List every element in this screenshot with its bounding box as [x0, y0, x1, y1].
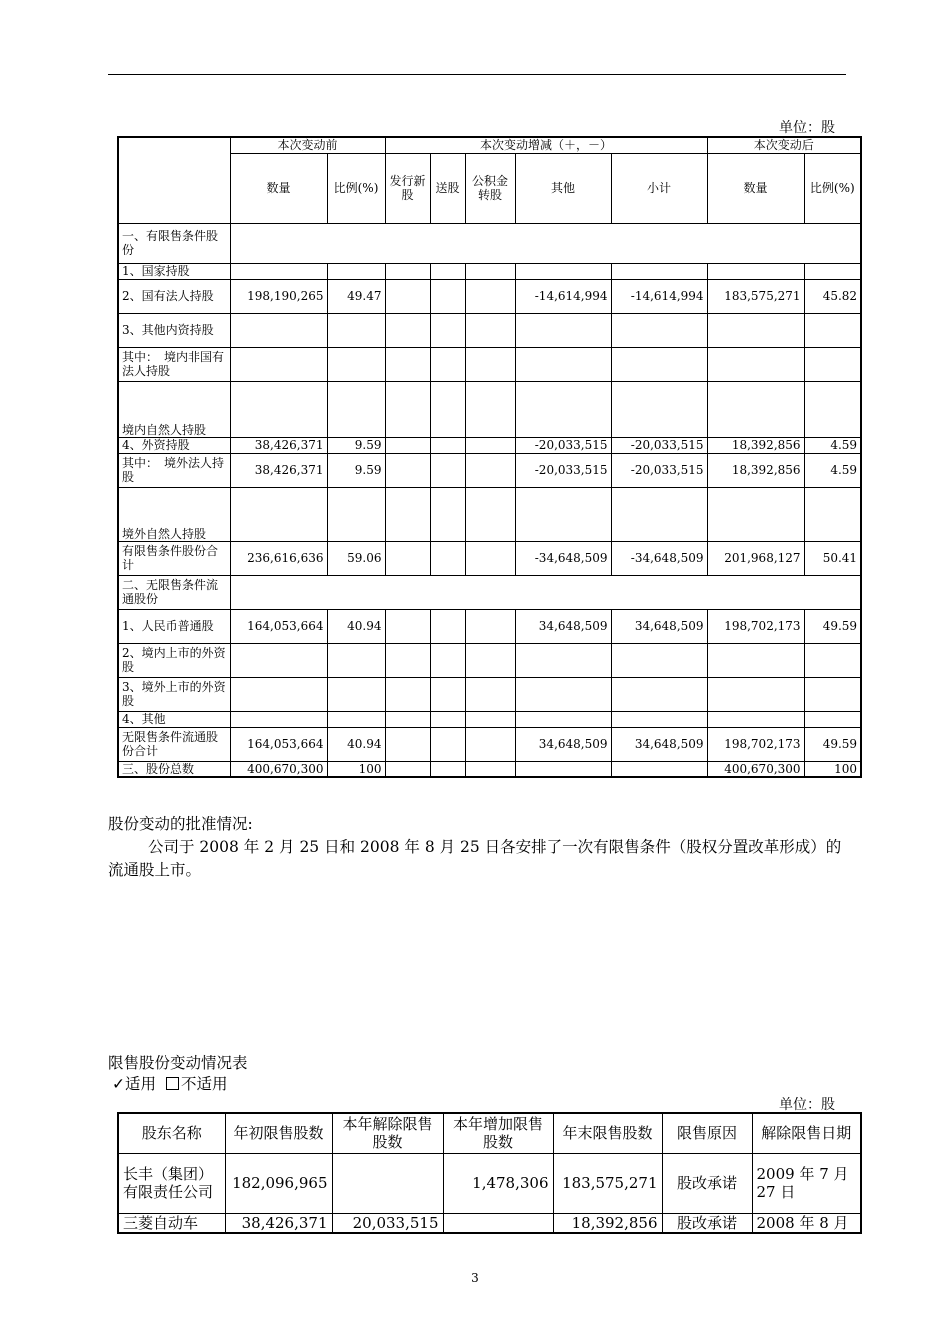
table-cell: 198,702,173	[707, 609, 804, 643]
table-cell	[230, 711, 327, 727]
table-cell: 34,648,509	[611, 609, 707, 643]
share-change-table	[117, 136, 862, 778]
table-cell	[465, 609, 515, 643]
row-label: 境内自然人持股	[118, 381, 230, 437]
table-cell	[385, 643, 430, 677]
table-cell: 1,478,306	[443, 1153, 553, 1213]
row-label: 2、国有法人持股	[118, 279, 230, 313]
table-cell	[465, 677, 515, 711]
table-row	[118, 347, 861, 381]
table-cell	[707, 381, 804, 437]
table-row	[118, 437, 861, 453]
table-row	[118, 279, 861, 313]
table-cell	[804, 677, 861, 711]
table-cell	[611, 643, 707, 677]
table-cell	[430, 437, 465, 453]
table-cell: 49.59	[804, 609, 861, 643]
table-cell	[707, 347, 804, 381]
table-cell	[804, 263, 861, 279]
table-cell	[230, 677, 327, 711]
table-cell	[430, 279, 465, 313]
table-cell	[611, 313, 707, 347]
table-cell	[707, 313, 804, 347]
table-cell	[465, 727, 515, 761]
header-before: 本次变动前	[230, 137, 385, 153]
table-cell	[804, 347, 861, 381]
table-cell	[707, 263, 804, 279]
table-row	[118, 223, 861, 263]
table-cell: 183,575,271	[707, 279, 804, 313]
table-cell	[707, 487, 804, 541]
table-cell: 18,392,856	[553, 1213, 662, 1233]
table-row	[118, 313, 861, 347]
approval-title: 股份变动的批准情况:	[108, 815, 253, 833]
table-cell: 9.59	[327, 437, 385, 453]
header-ratio: 比例(%)	[327, 153, 385, 223]
table-cell: -14,614,994	[515, 279, 611, 313]
table-cell: -14,614,994	[611, 279, 707, 313]
table-cell	[465, 347, 515, 381]
table-cell	[804, 381, 861, 437]
table-cell	[385, 727, 430, 761]
header-other: 其他	[515, 153, 611, 223]
restricted-shares-table	[117, 1112, 862, 1234]
table-cell	[385, 279, 430, 313]
table-cell	[515, 711, 611, 727]
table-cell: -34,648,509	[611, 541, 707, 575]
table-cell	[230, 643, 327, 677]
table-cell: 201,968,127	[707, 541, 804, 575]
table-cell: 股改承诺	[662, 1213, 752, 1233]
table-cell: 2009 年 7 月 27 日	[752, 1153, 861, 1213]
table-cell	[327, 347, 385, 381]
table-cell	[707, 677, 804, 711]
header-after: 本次变动后	[707, 137, 861, 153]
table-cell	[611, 263, 707, 279]
table-cell: 38,426,371	[230, 453, 327, 487]
table-row	[118, 711, 861, 727]
table-cell	[385, 453, 430, 487]
applicable-label: 适用	[125, 1075, 157, 1093]
column-header: 限售原因	[662, 1113, 752, 1153]
table-cell	[230, 487, 327, 541]
table-cell: 4.59	[804, 453, 861, 487]
header-qty: 数量	[230, 153, 327, 223]
header-subtotal: 小计	[611, 153, 707, 223]
column-header: 年末限售股数	[553, 1113, 662, 1153]
table-cell	[515, 677, 611, 711]
table-cell	[515, 761, 611, 777]
unit-label-2: 单位：股	[779, 1097, 835, 1113]
table-cell: 40.94	[327, 609, 385, 643]
not-applicable-label: 不适用	[181, 1075, 228, 1093]
row-label: 1、国家持股	[118, 263, 230, 279]
table-cell	[465, 761, 515, 777]
table-cell: -20,033,515	[611, 453, 707, 487]
header-blank	[118, 137, 230, 223]
table-cell	[515, 381, 611, 437]
approval-text: 公司于 2008 年 2 月 25 日和 2008 年 8 月 25 日各安排了一次有限售条件（股权分置改革形成）的流通股上市。	[108, 838, 842, 879]
table-cell	[385, 761, 430, 777]
header-issue: 发行新股	[385, 153, 430, 223]
table-cell	[327, 381, 385, 437]
table-cell	[611, 711, 707, 727]
table-cell	[430, 347, 465, 381]
table-cell	[611, 761, 707, 777]
table-cell: 34,648,509	[515, 609, 611, 643]
row-label: 其中： 境外法人持股	[118, 453, 230, 487]
table-cell	[611, 487, 707, 541]
header-bonus: 送股	[430, 153, 465, 223]
table-cell: 38,426,371	[230, 437, 327, 453]
table-cell	[430, 609, 465, 643]
table-cell	[465, 453, 515, 487]
table-cell	[707, 711, 804, 727]
table-cell	[385, 677, 430, 711]
table-cell	[465, 711, 515, 727]
table-cell: 182,096,965	[225, 1153, 332, 1213]
column-header: 本年解除限售股数	[332, 1113, 443, 1153]
table-cell	[230, 313, 327, 347]
table-cell	[465, 313, 515, 347]
table-cell: 59.06	[327, 541, 385, 575]
section-blank	[230, 575, 861, 609]
row-label: 二、无限售条件流通股份	[118, 575, 230, 609]
table-cell	[327, 711, 385, 727]
table-cell	[465, 541, 515, 575]
table-cell: 50.41	[804, 541, 861, 575]
table-cell	[332, 1153, 443, 1213]
row-label: 其中： 境内非国有法人持股	[118, 347, 230, 381]
table-cell	[230, 347, 327, 381]
table-cell	[385, 347, 430, 381]
column-header: 股东名称	[118, 1113, 225, 1153]
table-cell: 18,392,856	[707, 453, 804, 487]
row-label: 4、外资持股	[118, 437, 230, 453]
table-cell: 三菱自动车	[118, 1213, 225, 1233]
table-row	[118, 575, 861, 609]
table-cell	[707, 643, 804, 677]
table-cell	[515, 487, 611, 541]
table-cell	[430, 727, 465, 761]
unit-label: 单位：股	[779, 120, 835, 136]
table-cell	[515, 313, 611, 347]
row-label: 境外自然人持股	[118, 487, 230, 541]
row-label: 3、境外上市的外资股	[118, 677, 230, 711]
table-cell	[430, 381, 465, 437]
header-rule	[108, 74, 846, 75]
table-cell: 34,648,509	[515, 727, 611, 761]
table-cell	[430, 313, 465, 347]
table-cell	[385, 263, 430, 279]
table-cell	[804, 487, 861, 541]
table-cell: -20,033,515	[515, 453, 611, 487]
table-cell	[230, 263, 327, 279]
table-cell: 183,575,271	[553, 1153, 662, 1213]
row-label: 有限售条件股份合计	[118, 541, 230, 575]
table-cell: 18,392,856	[707, 437, 804, 453]
table-row	[118, 453, 861, 487]
header-reserve: 公积金转股	[465, 153, 515, 223]
table-row	[118, 727, 861, 761]
table-cell: 股改承诺	[662, 1153, 752, 1213]
header-qty-after: 数量	[707, 153, 804, 223]
table-cell: 100	[327, 761, 385, 777]
table-cell: 45.82	[804, 279, 861, 313]
table-cell	[515, 263, 611, 279]
table-cell: 400,670,300	[230, 761, 327, 777]
table-cell	[385, 541, 430, 575]
table-row	[118, 381, 861, 437]
table-cell: 198,702,173	[707, 727, 804, 761]
restricted-title: 限售股份变动情况表	[108, 1054, 248, 1072]
column-header: 年初限售股数	[225, 1113, 332, 1153]
table-cell	[385, 381, 430, 437]
table-cell	[804, 643, 861, 677]
table-cell	[327, 487, 385, 541]
table-cell	[465, 381, 515, 437]
table-cell	[611, 347, 707, 381]
table-cell	[385, 313, 430, 347]
applicability	[112, 1073, 228, 1096]
table-cell	[443, 1213, 553, 1233]
table-cell	[430, 643, 465, 677]
table-cell	[430, 541, 465, 575]
table-cell: 2008 年 8 月	[752, 1213, 861, 1233]
table-cell: 400,670,300	[707, 761, 804, 777]
table-cell	[430, 453, 465, 487]
table-cell	[804, 711, 861, 727]
table-cell: -20,033,515	[515, 437, 611, 453]
table-cell	[465, 487, 515, 541]
table-cell: 40.94	[327, 727, 385, 761]
table-row	[118, 761, 861, 777]
table-cell	[385, 609, 430, 643]
table-cell	[804, 313, 861, 347]
table-cell	[430, 761, 465, 777]
checkmark-icon: ✓	[112, 1075, 125, 1093]
table-row	[118, 1213, 861, 1233]
table-cell: 49.59	[804, 727, 861, 761]
table-cell	[385, 711, 430, 727]
page-number: 3	[471, 1271, 479, 1285]
section-blank	[230, 223, 861, 263]
table-cell	[327, 643, 385, 677]
table-cell: 长丰（集团）有限责任公司	[118, 1153, 225, 1213]
row-label: 一、有限售条件股份	[118, 223, 230, 263]
table-cell: -20,033,515	[611, 437, 707, 453]
table-cell	[465, 279, 515, 313]
header-change: 本次变动增减（＋，－）	[385, 137, 707, 153]
table-cell: 4.59	[804, 437, 861, 453]
row-label: 2、境内上市的外资股	[118, 643, 230, 677]
column-header: 本年增加限售股数	[443, 1113, 553, 1153]
table-cell: 100	[804, 761, 861, 777]
table-cell	[430, 487, 465, 541]
table-cell	[465, 437, 515, 453]
table-cell	[430, 677, 465, 711]
table-row	[118, 609, 861, 643]
header-ratio-after: 比例(%)	[804, 153, 861, 223]
table-row	[118, 1153, 861, 1213]
table-cell	[465, 263, 515, 279]
table-cell	[327, 677, 385, 711]
row-label: 无限售条件流通股份合计	[118, 727, 230, 761]
table-row	[118, 487, 861, 541]
table-cell: -34,648,509	[515, 541, 611, 575]
table-cell	[230, 381, 327, 437]
table-cell	[385, 437, 430, 453]
table-cell: 49.47	[327, 279, 385, 313]
table-cell	[327, 313, 385, 347]
table-cell: 164,053,664	[230, 727, 327, 761]
table-cell: 38,426,371	[225, 1213, 332, 1233]
table-cell: 20,033,515	[332, 1213, 443, 1233]
table-row	[118, 541, 861, 575]
row-label: 三、股份总数	[118, 761, 230, 777]
table-cell: 164,053,664	[230, 609, 327, 643]
table-cell	[430, 711, 465, 727]
table-row	[118, 643, 861, 677]
table-cell	[465, 643, 515, 677]
table-row	[118, 677, 861, 711]
table-cell	[611, 677, 707, 711]
column-header: 解除限售日期	[752, 1113, 861, 1153]
table-cell: 198,190,265	[230, 279, 327, 313]
table-row	[118, 263, 861, 279]
table-cell	[385, 487, 430, 541]
table-cell: 236,616,636	[230, 541, 327, 575]
row-label: 1、人民币普通股	[118, 609, 230, 643]
table-cell	[327, 263, 385, 279]
table-cell	[515, 347, 611, 381]
row-label: 4、其他	[118, 711, 230, 727]
table-cell	[611, 381, 707, 437]
checkbox-icon	[166, 1077, 179, 1090]
table-cell: 9.59	[327, 453, 385, 487]
table-cell: 34,648,509	[611, 727, 707, 761]
table-cell	[430, 263, 465, 279]
table-cell	[515, 643, 611, 677]
row-label: 3、其他内资持股	[118, 313, 230, 347]
